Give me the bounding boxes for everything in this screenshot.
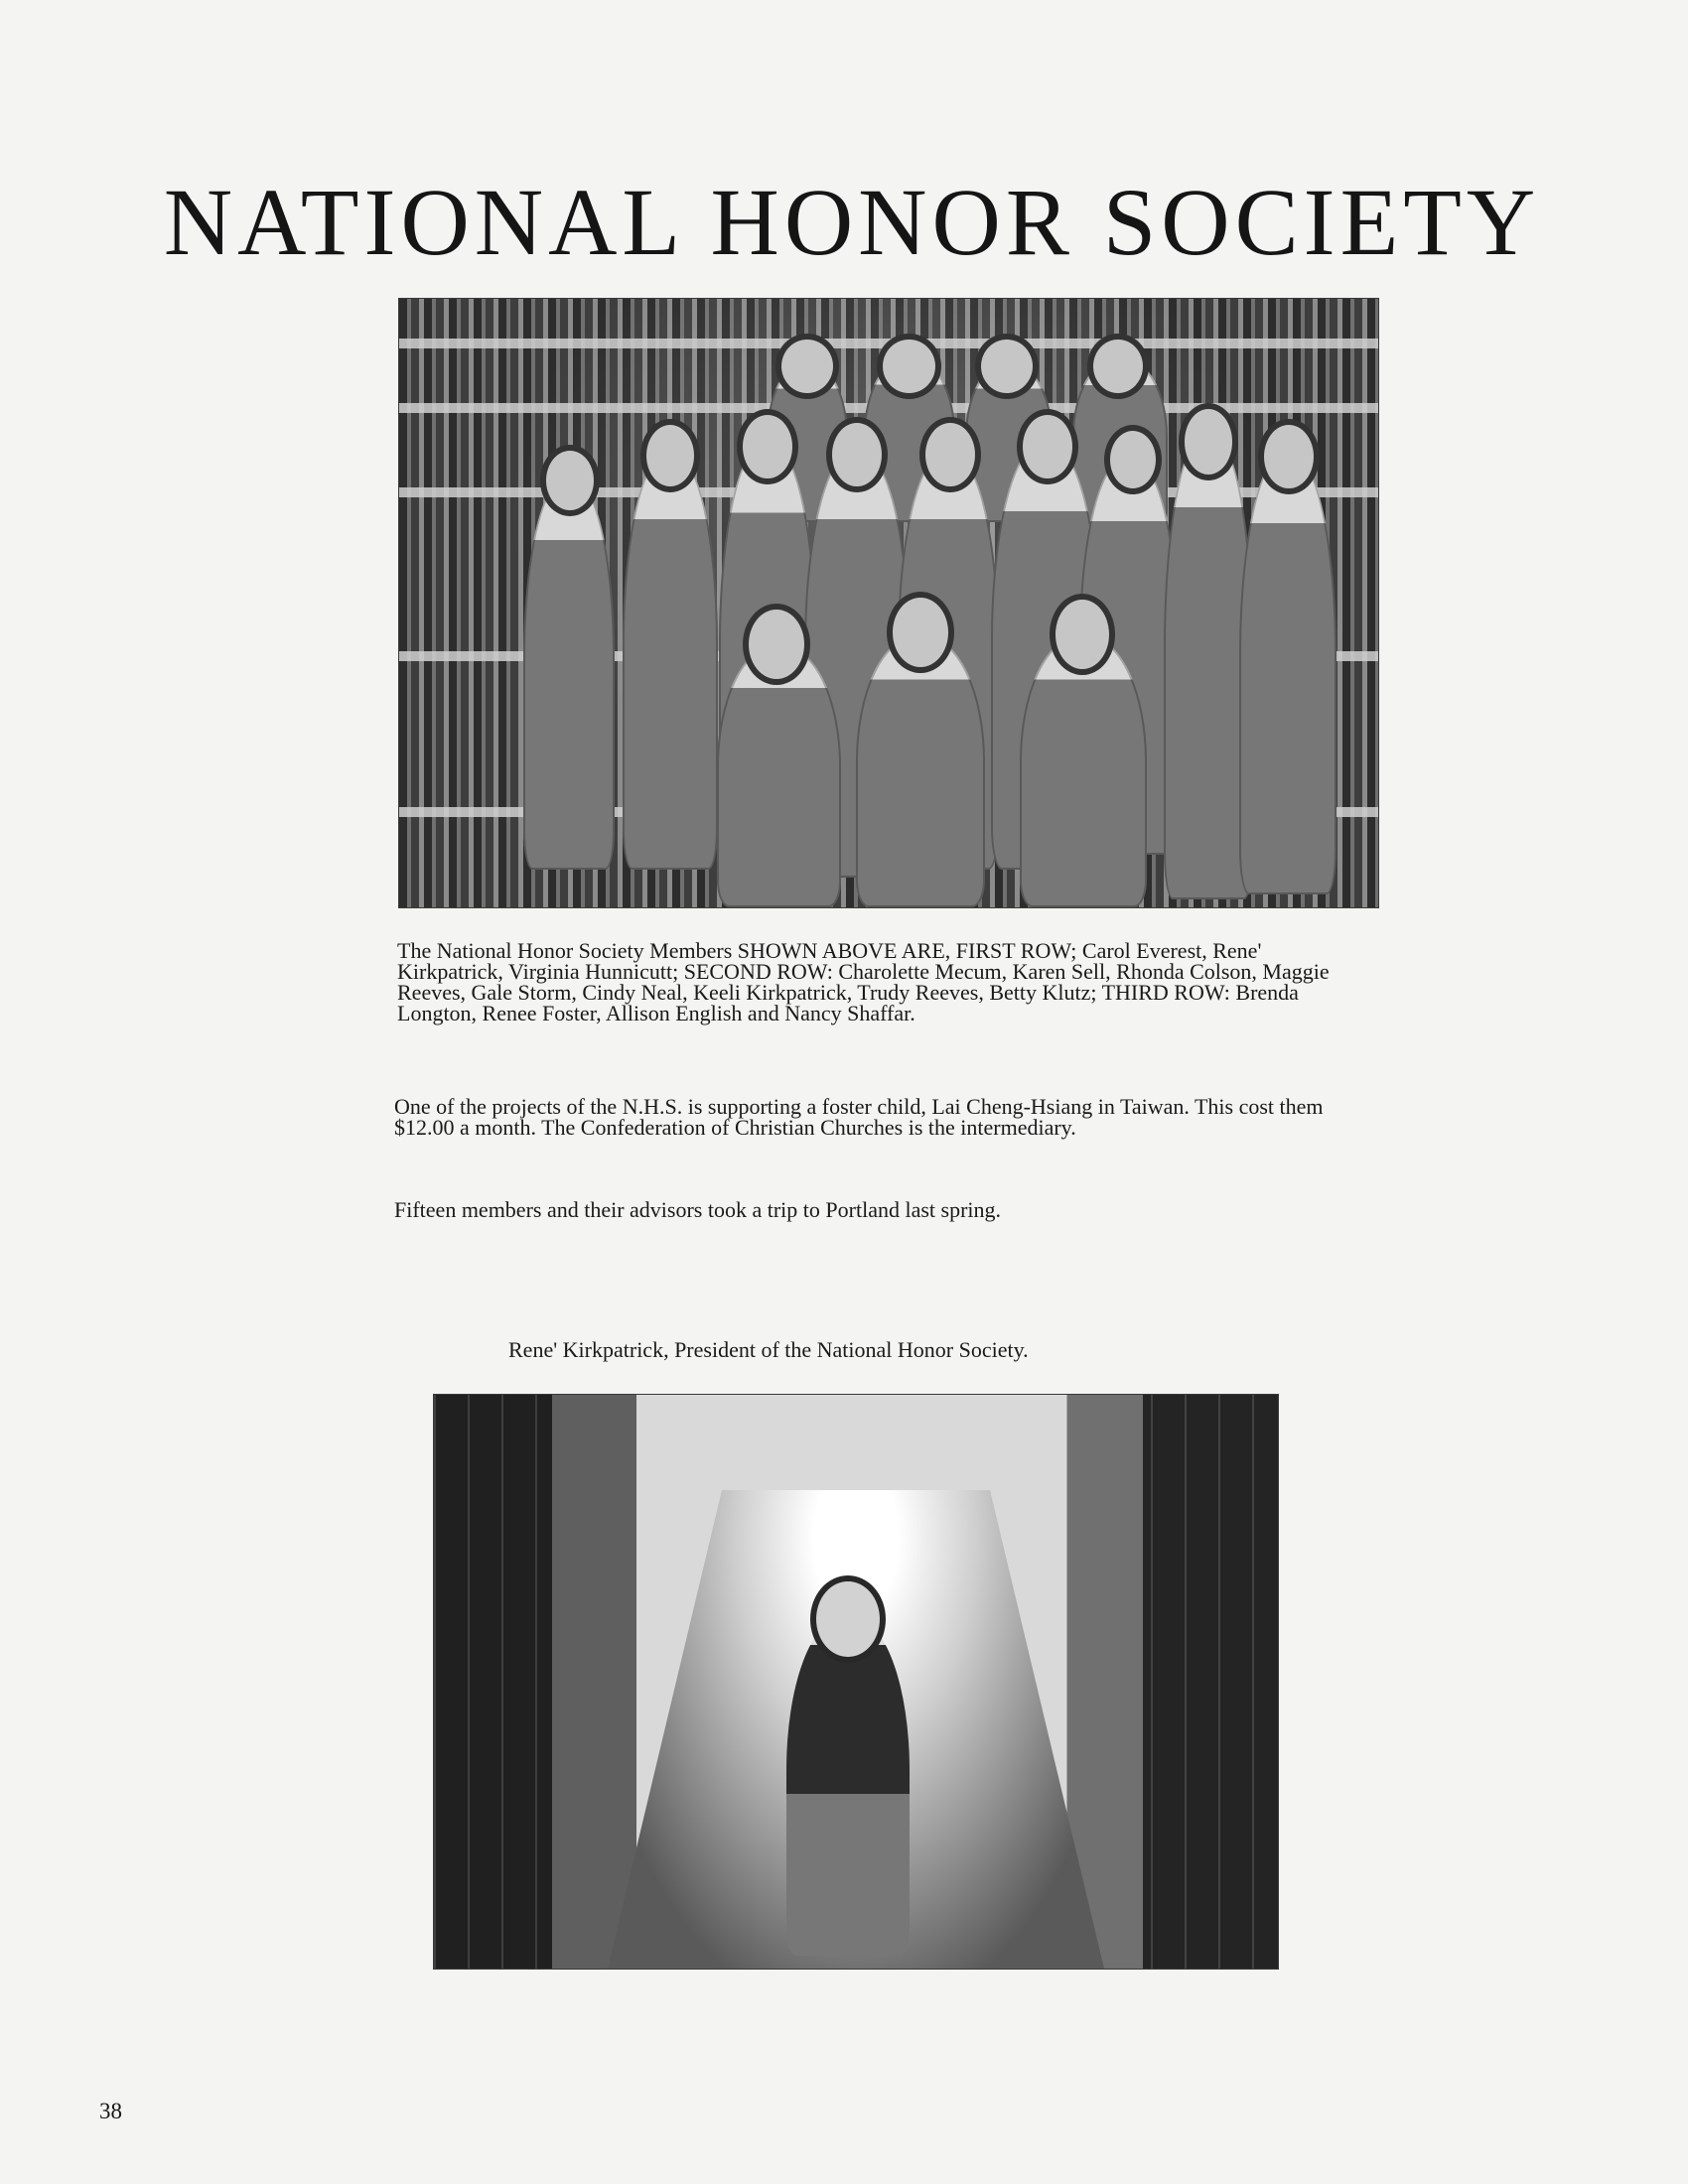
- student-figure: [717, 646, 841, 907]
- honor-society-group-photo: [398, 298, 1379, 908]
- student-head: [540, 445, 600, 516]
- member-list-paragraph: The National Honor Society Members SHOWN ABOVE ARE, FIRST ROW; Carol Everest, Rene' Kirkpatrick, Virginia Hunnicutt; SECOND ROW: Charolette Mecum, Karen Sell, Rhonda Colson, Maggie Reeves, Gale Storm, Cindy Neal, Keeli Kirkpatrick, Trudy Reeves, Betty Klutz; THIRD ROW: Brenda Longton, Renee Foster, Allison English and Nancy Shaffar.: [397, 938, 1330, 1025]
- student-head: [919, 417, 981, 492]
- student-head: [975, 334, 1039, 399]
- student-head: [1017, 409, 1078, 484]
- student-group: [469, 334, 1323, 907]
- student-head: [1050, 594, 1115, 675]
- right-lockers: [1151, 1395, 1278, 1969]
- student-head: [1258, 419, 1320, 494]
- president-hallway-photo: [433, 1394, 1279, 1970]
- president-caption: Rene' Kirkpatrick, President of the National Honor Society.: [508, 1337, 1029, 1362]
- student-head: [877, 334, 941, 399]
- page-number: 38: [99, 2099, 122, 2123]
- student-figure: [1239, 453, 1336, 894]
- student-head: [887, 592, 954, 673]
- president-head: [810, 1575, 886, 1663]
- president-figure: [786, 1618, 910, 1956]
- student-head: [1104, 425, 1162, 494]
- student-head: [775, 334, 839, 399]
- student-figure: [523, 478, 615, 870]
- student-figure: [1020, 636, 1147, 907]
- trip-paragraph: Fifteen members and their advisors took a trip to Portland last spring.: [394, 1197, 1002, 1222]
- student-head: [640, 419, 700, 492]
- student-figure: [856, 636, 985, 907]
- left-lockers: [434, 1395, 561, 1969]
- page-title: NATIONAL HONOR SOCIETY: [163, 169, 1541, 276]
- student-head: [743, 604, 810, 685]
- student-head: [826, 417, 888, 492]
- project-paragraph: One of the projects of the N.H.S. is supporting a foster child, Lai Cheng-Hsiang in Taiwan. This cost them $12.00 a month. The Confederation of Christian Churches is the intermediary.: [394, 1094, 1324, 1140]
- student-head: [1179, 403, 1238, 480]
- student-head: [1087, 334, 1149, 399]
- student-head: [737, 409, 798, 484]
- student-figure: [623, 453, 718, 870]
